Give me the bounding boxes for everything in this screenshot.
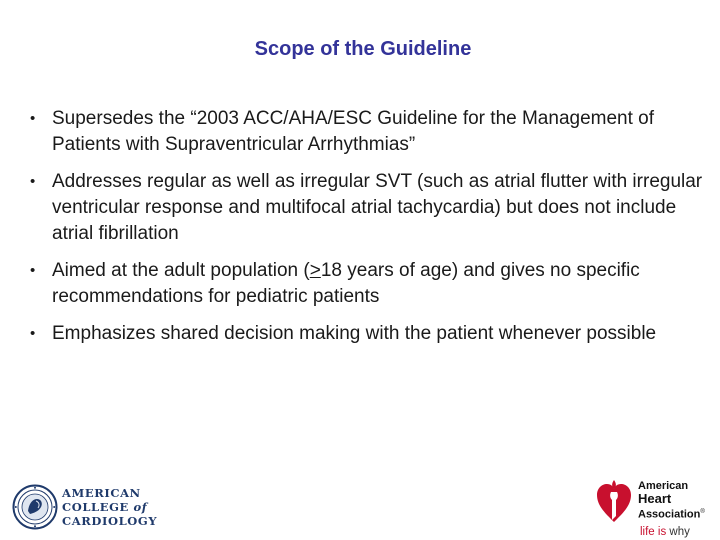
bullet-item (30, 258, 710, 310)
aha-logo (594, 476, 716, 538)
bullet-dot: • (30, 110, 36, 127)
bullet-item (30, 321, 710, 347)
heart-torch-icon (594, 476, 634, 524)
bullet-list (30, 106, 710, 347)
bullet-text-before: Aimed at the adult population ( (52, 260, 310, 281)
acc-logo-text: AMERICAN COLLEGE of CARDIOLOGY (62, 486, 158, 528)
greater-than-symbol: > (309, 260, 321, 281)
bullet-item (30, 106, 710, 158)
bullet-dot: • (30, 325, 36, 342)
bullet-text: Supersedes the “2003 ACC/AHA/ESC Guideline for the Management of Patients with Supraventricular Arrhythmias” (52, 108, 655, 155)
aha-tagline: life is why (640, 526, 690, 538)
bullet-text: Emphasizes shared decision making with the patient whenever possible (52, 323, 657, 344)
acc-logo (10, 482, 160, 532)
bullet-dot: • (30, 173, 36, 190)
aha-logo-text: American Heart Association® (638, 480, 705, 521)
bullet-text: Addresses regular as well as irregular SVT (such as atrial flutter with irregular ventricular response and multifocal atrial tachycardia) but does not include atrial fibrillation (52, 171, 703, 244)
bullet-item (30, 169, 710, 247)
slide-title: Scope of the Guideline (254, 38, 472, 60)
bullet-dot: • (30, 262, 36, 279)
bullet-text-after: 18 years of age) and gives no specific recommendations for pediatric patients (52, 260, 640, 307)
acc-seal-icon (12, 484, 58, 530)
